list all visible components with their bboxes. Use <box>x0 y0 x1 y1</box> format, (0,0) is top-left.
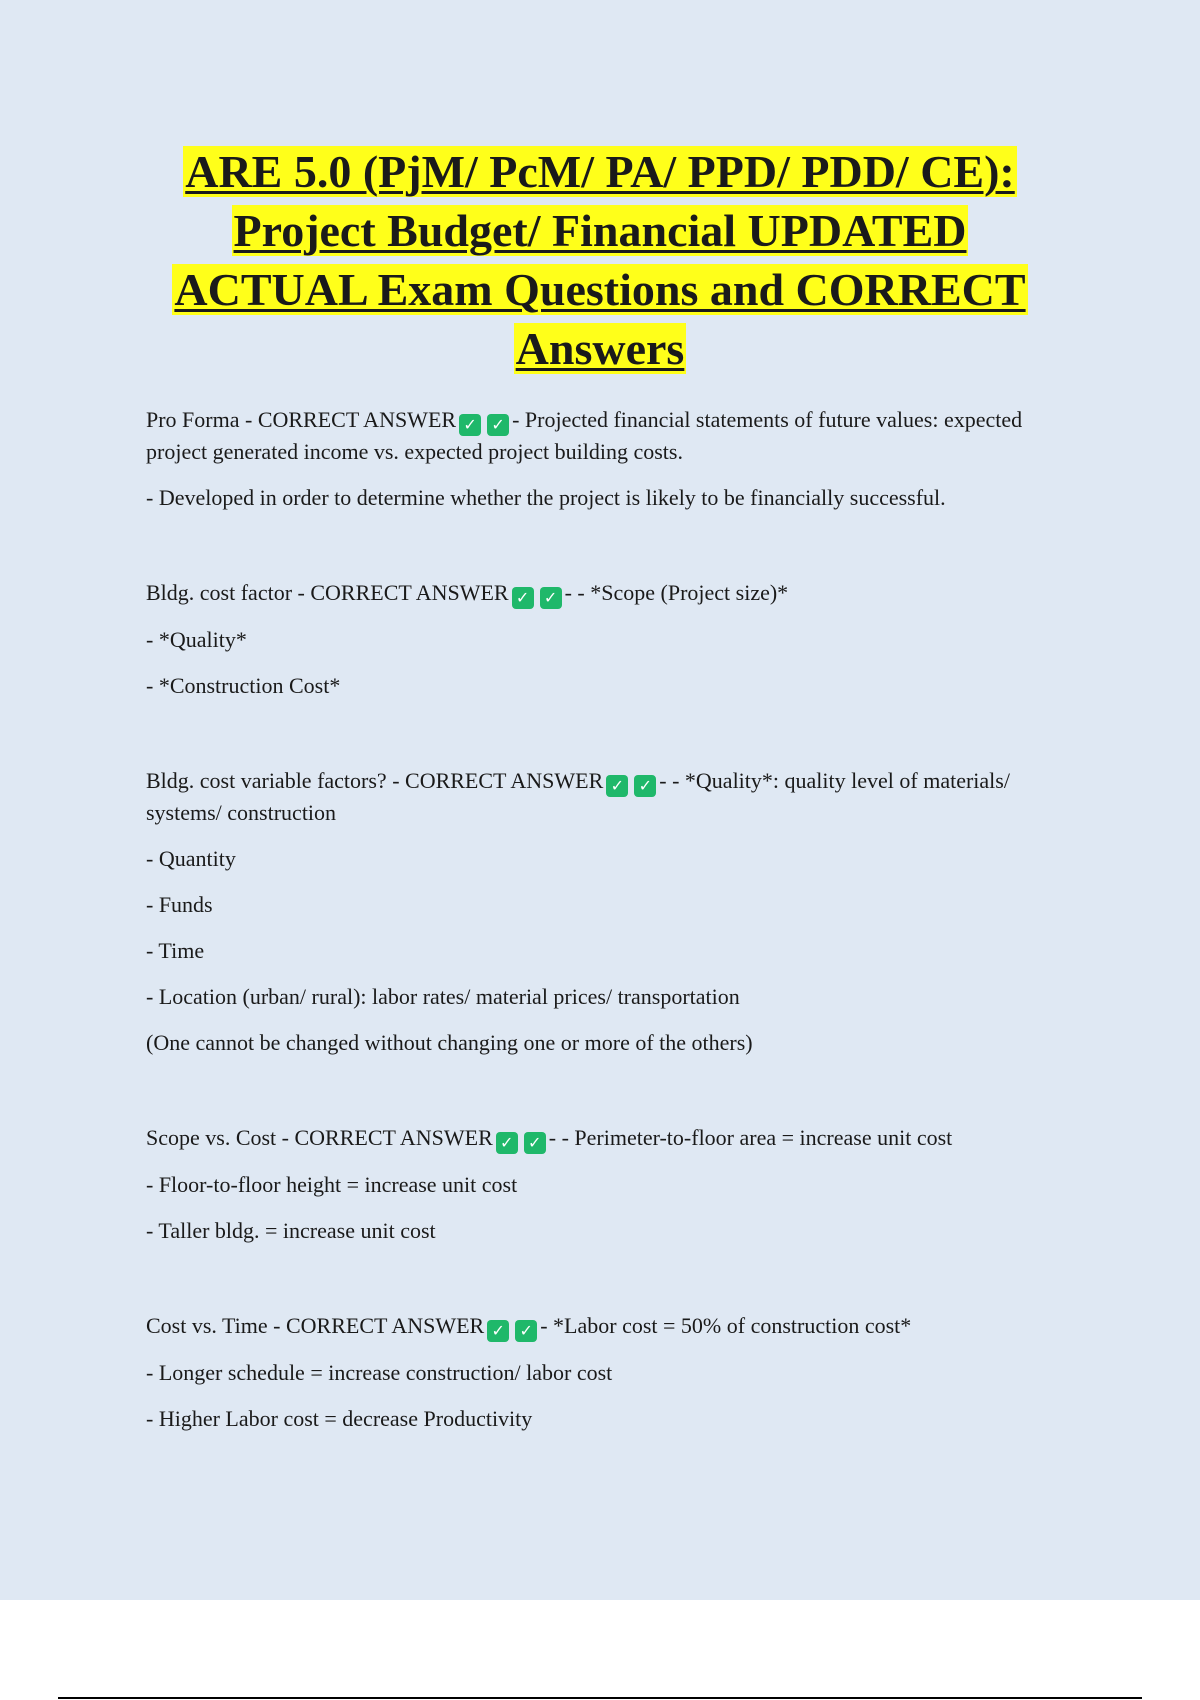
answer-line: - Quantity <box>146 846 236 871</box>
qa-item <box>146 404 1056 513</box>
check-mark-icon: ✓ <box>634 775 656 797</box>
qa-first-line <box>146 404 1056 467</box>
check-mark-icon: ✓ <box>512 587 534 609</box>
title-line-2: Project Budget/ Financial UPDATED <box>233 205 967 256</box>
qa-first-line <box>146 577 1056 609</box>
answer-line: (One cannot be changed without changing one or more of the others) <box>146 1030 753 1055</box>
check-mark-icon: ✓ <box>524 1132 546 1154</box>
answer-line: - Location (urban/ rural): labor rates/ material prices/ transportation <box>146 984 740 1009</box>
title-line-3: ACTUAL Exam Questions and CORRECT <box>174 264 1026 315</box>
check-mark-icon: ✓ <box>459 414 481 436</box>
answer-text: - - *Quality*: quality level of materials/ systems/ construction <box>146 768 1010 825</box>
answer-line: - Taller bldg. = increase unit cost <box>146 1218 436 1243</box>
answer-text: - Projected financial statements of future values: expected project generated income vs. expected project building costs. <box>146 407 1023 464</box>
check-mark-icon: ✓ <box>487 1320 509 1342</box>
title-line-1: ARE 5.0 (PjM/ PcM/ PA/ PPD/ PDD/ CE): <box>185 146 1015 197</box>
question-text: Scope vs. Cost - CORRECT ANSWER <box>146 1125 493 1150</box>
answer-line: - Longer schedule = increase construction/ labor cost <box>146 1360 613 1385</box>
question-text: Cost vs. Time - CORRECT ANSWER <box>146 1313 485 1338</box>
answer-line: - Time <box>146 938 205 963</box>
qa-first-line <box>146 1310 1056 1342</box>
qa-first-line <box>146 765 1056 828</box>
answer-text: - *Labor cost = 50% of construction cost* <box>540 1313 912 1338</box>
answer-line: - *Construction Cost* <box>146 673 341 698</box>
answer-text: - - Perimeter-to-floor area = increase unit cost <box>548 1125 953 1150</box>
qa-item <box>146 1310 1056 1434</box>
qa-first-line <box>146 1122 1056 1154</box>
question-text: Bldg. cost factor - CORRECT ANSWER <box>146 580 509 605</box>
check-mark-icon: ✓ <box>515 1320 537 1342</box>
answer-line: - Higher Labor cost = decrease Productivity <box>146 1406 533 1431</box>
answer-text: - - *Scope (Project size)* <box>564 580 789 605</box>
title-line-4: Answers <box>515 323 685 374</box>
qa-item <box>146 1122 1056 1246</box>
page-divider <box>58 1697 1142 1699</box>
document-title <box>100 142 1100 378</box>
check-mark-icon: ✓ <box>540 587 562 609</box>
check-mark-icon: ✓ <box>606 775 628 797</box>
answer-line: - Developed in order to determine whether the project is likely to be financially successful. <box>146 485 946 510</box>
question-text: Pro Forma - CORRECT ANSWER <box>146 407 457 432</box>
qa-list <box>146 404 1056 1498</box>
answer-line: - *Quality* <box>146 627 247 652</box>
question-text: Bldg. cost variable factors? - CORRECT ANSWER <box>146 768 604 793</box>
qa-item <box>146 765 1056 1058</box>
check-mark-icon: ✓ <box>487 414 509 436</box>
answer-line: - Funds <box>146 892 213 917</box>
answer-line: - Floor-to-floor height = increase unit cost <box>146 1172 518 1197</box>
qa-item <box>146 577 1056 701</box>
check-mark-icon: ✓ <box>496 1132 518 1154</box>
